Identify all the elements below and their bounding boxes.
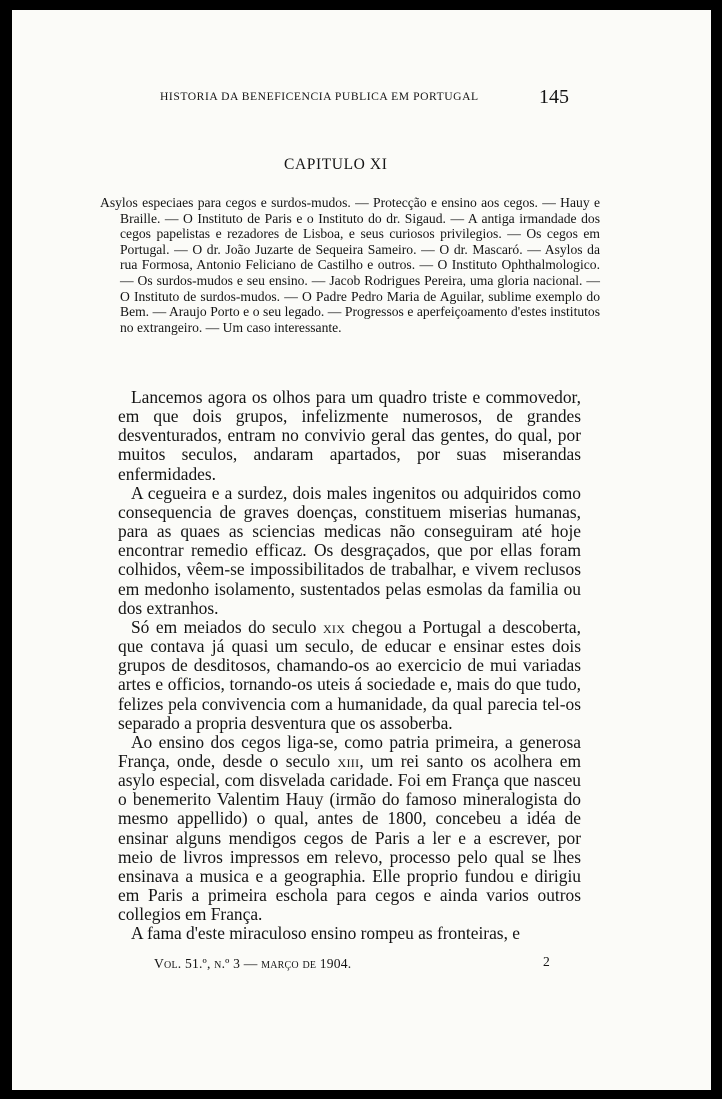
paragraph-4 [118,733,581,925]
document-page [12,10,711,1090]
paragraph-3 [118,618,581,733]
paragraph-3-end: chegou a Portugal a descoberta, que contava já quasi um seculo, de educar e ensinar estes dois grupos de desditosos, chamando-os ao exercicio de mui variadas artes e officios, tornando-os uteis á sociedade e, mais do que tudo, felizes pela convivencia com a humanidade, da qual parecia tel-os separado a propria desventura que os assoberba. [118,616,582,733]
chapter-summary: Asylos especiaes para cegos e surdos-mudos. — Protecção e ensino aos cegos. — Hauy e Braille. — O Instituto de Paris e o Instituto do dr. Sigaud. — A antiga irmandade dos cegos papelistas e rezadores de Lisboa, e seus curiosos privilegios. — Os cegos em Portugal. — O dr. João Juzarte de Sequeira Sameiro. — O dr. Mascaró. — Asylos da rua Formosa, Antonio Feliciano de Castilho e outros. — O Instituto Ophthalmologico. — Os surdos-mudos e seu ensino. — Jacob Rodrigues Pereira, uma gloria nacional. — O Instituto de surdos-mudos. — O Padre Pedro Maria de Aguilar, sublime exemplo do Bem. — Araujo Porto e o seu legado. — Progressos e aperfeiçoamento d'estes institutos no extrangeiro. — Um caso interessante. [100,195,600,335]
paragraph-5: A fama d'este miraculoso ensino rompeu as fronteiras, e [131,923,520,944]
chapter-title: CAPITULO XI [284,156,388,173]
paragraph-3-start: Só em meiados do seculo [131,616,323,637]
page-number: 145 [539,86,569,108]
paragraph-4-end: , um rei santo os acolhera em asylo especial, com disvelada caridade. Foi em França que nasceu o benemerito Valentim Hauy (irmão do famoso mineralogista do mesmo appellido) o qual, antes de 1800, concebeu a idéa de ensinar alguns mendigos cegos de Paris a ler e a escrever, por meio de livros impressos em relevo, processo pelo qual se lhes ensinava a musica e a geographia. Elle proprio fundou e dirigiu em Paris a primeira eschola para cegos e ainda varios outros collegios em França. [118,750,581,925]
paragraph-2: A cegueira e a surdez, dois males ingenitos ou adquiridos como consequencia de graves doenças, constituem miserias humanas, para as quaes as sciencias medicas não conseguiram até hoje encontrar remedio efficaz. Os desgraçados, que por ellas foram colhidos, vêem-se impossibilitados de trabalhar, e vivem reclusos em medonho isolamento, sustentados pelas esmolas da familia ou dos extranhos. [118,482,581,618]
paragraph-1: Lancemos agora os olhos para um quadro triste e commovedor, em que dois grupos, infelizmente numerosos, de grandes desventurados, entram no convivio geral das gentes, do qual, por muitos seculos, andaram apartados, por suas miserandas enfermidades. [118,387,581,484]
footer-volume-info: Vol. 51.º, n.º 3 — março de 1904. [154,956,352,971]
paragraph-4-start: Ao ensino dos cegos liga-se, como patria primeira, a generosa França, onde, desde o seculo [118,731,581,771]
signature-mark: 2 [543,954,550,969]
running-header: HISTORIA DA BENEFICENCIA PUBLICA EM PORTUGAL [160,90,479,103]
century-numeral: xiii [337,750,360,771]
body-text [118,388,581,944]
century-numeral: xix [322,616,346,637]
